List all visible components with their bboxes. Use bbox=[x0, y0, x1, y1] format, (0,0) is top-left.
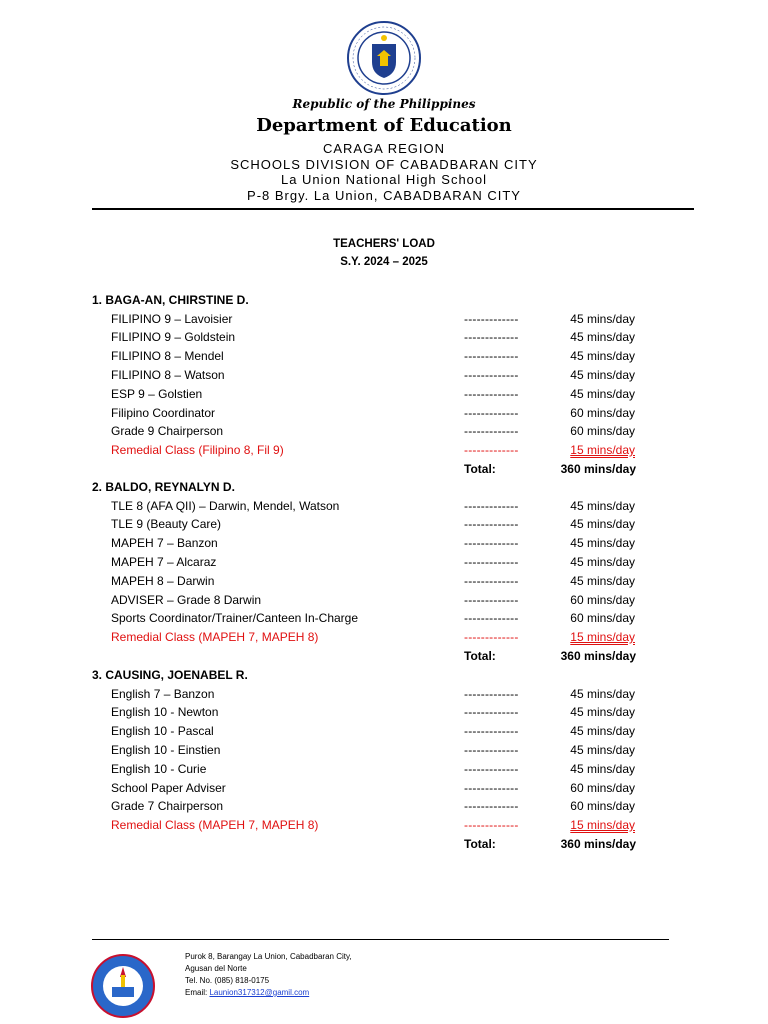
load-time: 45 mins/day bbox=[570, 573, 635, 588]
load-dash-leader: ------------- bbox=[464, 742, 519, 757]
load-row bbox=[0, 762, 768, 780]
load-time: 45 mins/day bbox=[570, 386, 635, 401]
load-row bbox=[0, 387, 768, 405]
load-dash-leader: ------------- bbox=[464, 630, 519, 645]
school-name: La Union National High School bbox=[280, 172, 488, 187]
load-time: 45 mins/day bbox=[570, 554, 635, 569]
load-time: 60 mins/day bbox=[570, 611, 635, 626]
footer-email bbox=[185, 988, 309, 997]
load-subject: English 10 - Curie bbox=[111, 761, 207, 776]
load-subject: Remedial Class (Filipino 8, Fil 9) bbox=[111, 443, 284, 458]
region-text: CARAGA REGION bbox=[322, 141, 446, 156]
load-dash-leader: ------------- bbox=[464, 611, 519, 626]
load-time: 60 mins/day bbox=[570, 592, 635, 607]
load-row bbox=[0, 687, 768, 705]
load-dash-leader: ------------- bbox=[464, 349, 519, 364]
load-dash-leader: ------------- bbox=[464, 780, 519, 795]
load-subject: Grade 9 Chairperson bbox=[111, 424, 224, 439]
load-subject: MAPEH 7 – Alcaraz bbox=[111, 554, 217, 569]
load-subject: Remedial Class (MAPEH 7, MAPEH 8) bbox=[111, 818, 319, 833]
load-subject: School Paper Adviser bbox=[111, 780, 226, 795]
load-row bbox=[0, 574, 768, 592]
total-value: 360 mins/day bbox=[560, 648, 636, 663]
load-time: 45 mins/day bbox=[570, 705, 635, 720]
load-subject: TLE 8 (AFA QII) – Darwin, Mendel, Watson bbox=[111, 498, 340, 513]
load-row bbox=[0, 724, 768, 742]
load-dash-leader: ------------- bbox=[464, 686, 519, 701]
load-subject: English 10 - Newton bbox=[111, 705, 219, 720]
load-time: 45 mins/day bbox=[570, 330, 635, 345]
load-time: 15 mins/day bbox=[570, 630, 635, 645]
load-row bbox=[0, 781, 768, 799]
load-row bbox=[0, 499, 768, 517]
load-row bbox=[0, 555, 768, 573]
load-row bbox=[0, 611, 768, 629]
load-dash-leader: ------------- bbox=[464, 443, 519, 458]
load-dash-leader: ------------- bbox=[464, 592, 519, 607]
load-time: 45 mins/day bbox=[570, 498, 635, 513]
teacher-name: 3. CAUSING, JOENABEL R. bbox=[92, 668, 248, 682]
load-time: 45 mins/day bbox=[570, 311, 635, 326]
email-label: Email: bbox=[185, 988, 210, 997]
load-subject: English 10 - Einstien bbox=[111, 742, 221, 757]
load-row bbox=[0, 312, 768, 330]
load-subject: English 10 - Pascal bbox=[111, 724, 214, 739]
load-dash-leader: ------------- bbox=[464, 367, 519, 382]
load-row bbox=[0, 330, 768, 348]
deped-seal-logo bbox=[346, 20, 422, 96]
load-subject: English 7 – Banzon bbox=[111, 686, 215, 701]
department-heading: Department of Education bbox=[256, 115, 512, 136]
load-subject: ESP 9 – Golstien bbox=[111, 386, 203, 401]
total-value: 360 mins/day bbox=[560, 461, 636, 476]
load-row bbox=[0, 406, 768, 424]
load-row bbox=[0, 705, 768, 723]
load-row bbox=[0, 799, 768, 817]
load-subject: FILIPINO 8 – Watson bbox=[111, 367, 225, 382]
load-row bbox=[0, 424, 768, 442]
load-time: 45 mins/day bbox=[570, 724, 635, 739]
total-value: 360 mins/day bbox=[560, 836, 636, 851]
school-address: P-8 Brgy. La Union, CABADBARAN CITY bbox=[247, 188, 521, 203]
republic-heading: Republic of the Philippines bbox=[292, 97, 476, 111]
footer-address-line1: Purok 8, Barangay La Union, Cabadbaran City, bbox=[185, 952, 352, 961]
load-time: 45 mins/day bbox=[570, 742, 635, 757]
teacher-name: 2. BALDO, REYNALYN D. bbox=[92, 480, 235, 494]
load-dash-leader: ------------- bbox=[464, 424, 519, 439]
load-dash-leader: ------------- bbox=[464, 554, 519, 569]
load-dash-leader: ------------- bbox=[464, 536, 519, 551]
load-subject: FILIPINO 9 – Goldstein bbox=[111, 330, 236, 345]
load-time: 60 mins/day bbox=[570, 780, 635, 795]
load-dash-leader: ------------- bbox=[464, 311, 519, 326]
load-subject: Remedial Class (MAPEH 7, MAPEH 8) bbox=[111, 630, 319, 645]
load-dash-leader: ------------- bbox=[464, 761, 519, 776]
load-subject: Sports Coordinator/Trainer/Canteen In-Charge bbox=[111, 611, 359, 626]
load-time: 60 mins/day bbox=[570, 424, 635, 439]
load-time: 60 mins/day bbox=[570, 405, 635, 420]
load-time: 45 mins/day bbox=[570, 349, 635, 364]
load-row bbox=[0, 743, 768, 761]
load-row bbox=[0, 517, 768, 535]
load-time: 15 mins/day bbox=[570, 818, 635, 833]
load-row bbox=[0, 630, 768, 648]
load-subject: Filipino Coordinator bbox=[111, 405, 216, 420]
load-time: 45 mins/day bbox=[570, 367, 635, 382]
load-dash-leader: ------------- bbox=[464, 517, 519, 532]
load-row bbox=[0, 536, 768, 554]
load-subject: FILIPINO 8 – Mendel bbox=[111, 349, 224, 364]
load-dash-leader: ------------- bbox=[464, 386, 519, 401]
footer-telephone: Tel. No. (085) 818-0175 bbox=[185, 976, 270, 985]
load-row bbox=[0, 443, 768, 461]
load-subject: Grade 7 Chairperson bbox=[111, 799, 224, 814]
footer-address-line2: Agusan del Norte bbox=[185, 964, 247, 973]
load-dash-leader: ------------- bbox=[464, 573, 519, 588]
load-time: 60 mins/day bbox=[570, 799, 635, 814]
load-subject: MAPEH 7 – Banzon bbox=[111, 536, 218, 551]
teacher-name: 1. BAGA-AN, CHIRSTINE D. bbox=[92, 293, 249, 307]
load-row bbox=[0, 368, 768, 386]
load-subject: FILIPINO 9 – Lavoisier bbox=[111, 311, 233, 326]
header-divider bbox=[92, 208, 694, 210]
school-year: S.Y. 2024 – 2025 bbox=[340, 256, 428, 268]
load-dash-leader: ------------- bbox=[464, 330, 519, 345]
document-title: TEACHERS' LOAD bbox=[333, 238, 435, 250]
load-time: 45 mins/day bbox=[570, 536, 635, 551]
load-dash-leader: ------------- bbox=[464, 405, 519, 420]
load-dash-leader: ------------- bbox=[464, 724, 519, 739]
load-dash-leader: ------------- bbox=[464, 498, 519, 513]
load-subject: ADVISER – Grade 8 Darwin bbox=[111, 592, 262, 607]
load-subject: TLE 9 (Beauty Care) bbox=[111, 517, 222, 532]
load-row bbox=[0, 593, 768, 611]
load-time: 15 mins/day bbox=[570, 443, 635, 458]
load-dash-leader: ------------- bbox=[464, 799, 519, 814]
load-time: 45 mins/day bbox=[570, 761, 635, 776]
load-dash-leader: ------------- bbox=[464, 818, 519, 833]
total-label: Total: bbox=[464, 461, 496, 476]
footer-divider bbox=[92, 939, 669, 940]
load-time: 45 mins/day bbox=[570, 517, 635, 532]
load-row bbox=[0, 818, 768, 836]
load-dash-leader: ------------- bbox=[464, 705, 519, 720]
email-link[interactable]: Launion317312@gamil.com bbox=[209, 988, 310, 997]
total-label: Total: bbox=[464, 836, 496, 851]
total-label: Total: bbox=[464, 648, 496, 663]
school-logo bbox=[90, 953, 156, 1019]
load-row bbox=[0, 349, 768, 367]
division-text: SCHOOLS DIVISION OF CABADBARAN CITY bbox=[230, 157, 538, 172]
load-time: 45 mins/day bbox=[570, 686, 635, 701]
load-subject: MAPEH 8 – Darwin bbox=[111, 573, 215, 588]
